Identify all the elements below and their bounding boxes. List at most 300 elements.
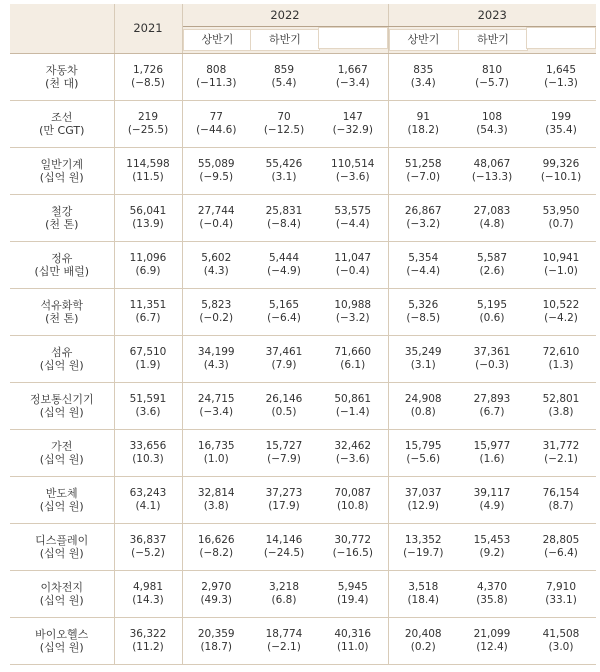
- value-change-rate: (10.8): [336, 500, 369, 512]
- value-cell: [526, 618, 596, 665]
- value-change-rate: (6.7): [479, 406, 505, 418]
- row-category-unit: (천 대): [45, 77, 79, 90]
- value-amount: 27,744: [197, 205, 235, 217]
- value-amount: 5,326: [408, 299, 439, 311]
- value-amount: 3,518: [408, 581, 439, 593]
- value-amount: 859: [273, 64, 295, 76]
- table-body: [10, 54, 596, 665]
- production-table-container: [10, 4, 596, 665]
- value-change-rate: (4.9): [479, 500, 505, 512]
- value-amount: 39,117: [473, 487, 511, 499]
- value-cell: [458, 524, 526, 571]
- value-change-rate: (−0.3): [475, 359, 509, 371]
- table-row: [10, 336, 596, 383]
- value-cell: [388, 148, 458, 195]
- value-amount: 1,667: [337, 64, 368, 76]
- value-amount: 13,352: [404, 534, 442, 546]
- value-amount: 18,774: [265, 628, 303, 640]
- value-amount: 1,645: [545, 64, 577, 76]
- value-change-rate: (−3.6): [335, 171, 370, 183]
- value-amount: 21,099: [473, 628, 511, 640]
- value-amount: 15,795: [404, 440, 442, 452]
- header-2022-h1-label: 상반기: [183, 29, 253, 51]
- value-amount: 36,322: [129, 628, 167, 640]
- value-cell: [458, 430, 526, 477]
- row-category-unit: (십억 원): [39, 547, 84, 560]
- value-amount: 15,977: [473, 440, 511, 452]
- value-change-rate: (−11.3): [196, 77, 237, 89]
- value-cell: [318, 54, 388, 101]
- value-change-rate: (10.3): [132, 453, 164, 465]
- value-amount: 16,626: [197, 534, 235, 546]
- row-category-name: 정유: [51, 252, 73, 265]
- production-table: [10, 4, 596, 665]
- value-cell: [250, 242, 318, 289]
- table-row: [10, 618, 596, 665]
- value-cell: [182, 195, 250, 242]
- value-cell: [318, 618, 388, 665]
- value-amount: 10,988: [334, 299, 372, 311]
- value-change-rate: (3.8): [203, 500, 229, 512]
- value-change-rate: (0.7): [548, 218, 574, 230]
- row-category-cell: [10, 195, 114, 242]
- value-change-rate: (−1.3): [544, 77, 578, 89]
- value-amount: 11,096: [129, 252, 167, 264]
- value-change-rate: (18.2): [407, 124, 440, 136]
- value-change-rate: (−2.1): [267, 641, 301, 653]
- value-cell: [388, 54, 458, 101]
- row-category-cell: [10, 101, 114, 148]
- value-amount: 114,598: [126, 158, 170, 170]
- value-amount: 20,408: [404, 628, 442, 640]
- value-amount: 147: [342, 111, 363, 123]
- value-cell: [114, 242, 182, 289]
- value-change-rate: (−13.3): [471, 171, 513, 183]
- value-cell: [458, 101, 526, 148]
- value-cell: [182, 148, 250, 195]
- value-amount: 91: [416, 111, 430, 123]
- value-cell: [388, 383, 458, 430]
- value-cell: [114, 148, 182, 195]
- value-cell: [250, 195, 318, 242]
- value-change-rate: (−9.5): [199, 171, 234, 183]
- value-cell: [182, 336, 250, 383]
- value-change-rate: (1.6): [479, 453, 505, 465]
- value-cell: [458, 242, 526, 289]
- value-amount: 40,316: [334, 628, 372, 640]
- value-amount: 41,508: [542, 628, 580, 640]
- value-amount: 11,351: [129, 299, 167, 311]
- value-amount: 63,243: [129, 487, 167, 499]
- value-change-rate: (−6.4): [267, 312, 301, 324]
- table-row: [10, 289, 596, 336]
- value-change-rate: (−8.5): [131, 77, 165, 89]
- value-change-rate: (−3.6): [335, 453, 370, 465]
- row-category-name: 일반기계: [40, 158, 83, 171]
- header-2022-total-box: [318, 27, 388, 49]
- header-year-2023: 2023: [388, 4, 596, 27]
- value-amount: 71,660: [334, 346, 372, 358]
- table-row: [10, 101, 596, 148]
- value-cell: [318, 195, 388, 242]
- value-change-rate: (0.2): [410, 641, 436, 653]
- value-cell: [318, 430, 388, 477]
- table-row: [10, 148, 596, 195]
- value-cell: [526, 477, 596, 524]
- table-row: [10, 242, 596, 289]
- value-change-rate: (7.9): [271, 359, 297, 371]
- value-amount: 5,444: [268, 252, 300, 264]
- header-2022-h1-cell: [182, 27, 250, 54]
- value-amount: 36,837: [129, 534, 167, 546]
- value-amount: 7,910: [545, 581, 577, 593]
- header-year-2022: 2022: [182, 4, 388, 27]
- value-change-rate: (18.7): [200, 641, 233, 653]
- value-cell: [458, 618, 526, 665]
- value-cell: [250, 430, 318, 477]
- header-2022-h2-cell: [250, 27, 318, 54]
- value-amount: 24,908: [404, 393, 442, 405]
- value-cell: [182, 242, 250, 289]
- value-change-rate: (3.1): [271, 171, 297, 183]
- header-year-row: [10, 4, 596, 27]
- value-cell: [526, 289, 596, 336]
- value-amount: 14,146: [265, 534, 303, 546]
- value-change-rate: (−7.0): [406, 171, 441, 183]
- value-amount: 72,610: [542, 346, 580, 358]
- value-amount: 27,893: [473, 393, 511, 405]
- row-category-unit: (십억 원): [39, 641, 84, 654]
- value-cell: [250, 101, 318, 148]
- header-2022-total-cell: [318, 27, 388, 54]
- value-amount: 810: [481, 64, 503, 76]
- value-change-rate: (9.2): [479, 547, 505, 559]
- value-change-rate: (17.9): [268, 500, 300, 512]
- row-category-cell: [10, 430, 114, 477]
- value-change-rate: (−4.2): [544, 312, 578, 324]
- value-cell: [250, 336, 318, 383]
- value-amount: 5,354: [408, 252, 439, 264]
- value-cell: [526, 101, 596, 148]
- value-change-rate: (−24.5): [263, 547, 305, 559]
- value-change-rate: (−0.4): [199, 218, 234, 230]
- value-cell: [318, 289, 388, 336]
- value-change-rate: (11.2): [132, 641, 164, 653]
- value-amount: 1,726: [132, 64, 164, 76]
- header-corner-cell: [10, 4, 114, 54]
- value-change-rate: (11.5): [132, 171, 164, 183]
- value-amount: 34,199: [197, 346, 235, 358]
- value-cell: [250, 54, 318, 101]
- value-change-rate: (6.1): [340, 359, 366, 371]
- value-cell: [318, 477, 388, 524]
- value-cell: [318, 383, 388, 430]
- value-amount: 5,945: [337, 581, 368, 593]
- value-change-rate: (−8.2): [199, 547, 234, 559]
- value-cell: [250, 571, 318, 618]
- row-category-cell: [10, 242, 114, 289]
- value-amount: 48,067: [473, 158, 511, 170]
- value-cell: [182, 54, 250, 101]
- header-2023-h1-cell: [388, 27, 458, 54]
- row-category-cell: [10, 148, 114, 195]
- value-amount: 2,970: [201, 581, 232, 593]
- row-category-name: 석유화학: [40, 299, 83, 312]
- row-category-name: 섬유: [51, 346, 73, 359]
- value-amount: 56,041: [129, 205, 167, 217]
- value-change-rate: (−5.7): [475, 77, 509, 89]
- value-cell: [114, 571, 182, 618]
- value-change-rate: (−32.9): [332, 124, 373, 136]
- value-amount: 51,258: [404, 158, 442, 170]
- value-amount: 52,801: [542, 393, 580, 405]
- row-category-name: 디스플레이: [35, 534, 89, 547]
- table-row: [10, 477, 596, 524]
- row-category-cell: [10, 336, 114, 383]
- value-cell: [114, 101, 182, 148]
- value-cell: [526, 54, 596, 101]
- value-change-rate: (−44.6): [196, 124, 237, 136]
- header-2023-h2-label: 하반기: [458, 29, 528, 51]
- value-change-rate: (−3.2): [406, 218, 441, 230]
- value-cell: [182, 477, 250, 524]
- value-cell: [526, 195, 596, 242]
- table-row: [10, 383, 596, 430]
- value-change-rate: (−1.4): [335, 406, 370, 418]
- value-amount: 53,575: [334, 205, 372, 217]
- row-category-unit: (십억 원): [39, 500, 84, 513]
- header-year-2021: 2021: [114, 4, 182, 54]
- value-amount: 3,218: [268, 581, 300, 593]
- value-amount: 67,510: [129, 346, 167, 358]
- row-category-unit: (천 톤): [45, 312, 79, 325]
- value-amount: 55,426: [265, 158, 303, 170]
- value-change-rate: (11.0): [336, 641, 369, 653]
- row-category-unit: (십억 원): [39, 171, 84, 184]
- row-category-name: 철강: [51, 205, 73, 218]
- value-amount: 70,087: [334, 487, 372, 499]
- value-change-rate: (33.1): [545, 594, 577, 606]
- value-cell: [250, 289, 318, 336]
- value-change-rate: (−4.9): [267, 265, 301, 277]
- value-change-rate: (4.1): [135, 500, 161, 512]
- value-change-rate: (0.8): [410, 406, 436, 418]
- value-cell: [388, 336, 458, 383]
- value-amount: 37,273: [265, 487, 303, 499]
- value-change-rate: (−2.1): [544, 453, 578, 465]
- value-cell: [182, 430, 250, 477]
- value-cell: [458, 54, 526, 101]
- value-change-rate: (4.3): [203, 359, 229, 371]
- row-category-name: 정보통신기기: [29, 393, 94, 406]
- row-category-name: 조선: [51, 111, 73, 124]
- value-change-rate: (1.0): [203, 453, 229, 465]
- value-cell: [388, 618, 458, 665]
- value-change-rate: (−7.9): [267, 453, 301, 465]
- value-amount: 108: [481, 111, 503, 123]
- value-cell: [388, 101, 458, 148]
- value-change-rate: (−19.7): [403, 547, 444, 559]
- value-cell: [458, 571, 526, 618]
- row-category-cell: [10, 289, 114, 336]
- row-category-unit: (만 CGT): [39, 124, 85, 137]
- table-row: [10, 571, 596, 618]
- value-amount: 4,981: [132, 581, 164, 593]
- value-cell: [250, 148, 318, 195]
- value-cell: [318, 524, 388, 571]
- value-cell: [318, 101, 388, 148]
- value-amount: 16,735: [197, 440, 235, 452]
- value-amount: 99,326: [542, 158, 580, 170]
- value-cell: [388, 430, 458, 477]
- value-cell: [458, 289, 526, 336]
- value-cell: [114, 195, 182, 242]
- value-cell: [114, 477, 182, 524]
- value-change-rate: (54.3): [476, 124, 508, 136]
- value-cell: [182, 524, 250, 571]
- value-change-rate: (3.8): [548, 406, 574, 418]
- value-change-rate: (−6.4): [544, 547, 578, 559]
- value-amount: 5,823: [201, 299, 232, 311]
- value-change-rate: (−25.5): [127, 124, 169, 136]
- value-cell: [182, 383, 250, 430]
- value-amount: 37,461: [265, 346, 303, 358]
- value-cell: [526, 383, 596, 430]
- row-category-name: 바이오헬스: [35, 628, 89, 641]
- value-amount: 219: [137, 111, 159, 123]
- value-cell: [250, 524, 318, 571]
- value-cell: [388, 524, 458, 571]
- value-cell: [458, 148, 526, 195]
- value-amount: 32,462: [334, 440, 372, 452]
- value-change-rate: (3.6): [135, 406, 161, 418]
- row-category-cell: [10, 54, 114, 101]
- value-change-rate: (35.8): [476, 594, 508, 606]
- value-amount: 24,715: [197, 393, 235, 405]
- value-change-rate: (14.3): [132, 594, 164, 606]
- value-amount: 5,587: [476, 252, 508, 264]
- value-amount: 70: [277, 111, 291, 123]
- value-amount: 53,950: [542, 205, 580, 217]
- value-change-rate: (−8.4): [267, 218, 301, 230]
- value-cell: [388, 571, 458, 618]
- value-change-rate: (−10.1): [540, 171, 582, 183]
- value-cell: [526, 430, 596, 477]
- value-cell: [182, 571, 250, 618]
- value-amount: 20,359: [197, 628, 235, 640]
- value-change-rate: (4.8): [479, 218, 505, 230]
- value-change-rate: (−5.6): [406, 453, 441, 465]
- value-change-rate: (−0.4): [335, 265, 370, 277]
- value-change-rate: (5.4): [271, 77, 297, 89]
- value-amount: 5,195: [476, 299, 508, 311]
- value-cell: [388, 195, 458, 242]
- value-amount: 50,861: [334, 393, 372, 405]
- header-2022-h2-label: 하반기: [250, 29, 320, 51]
- value-amount: 28,805: [542, 534, 580, 546]
- value-cell: [388, 289, 458, 336]
- value-cell: [250, 383, 318, 430]
- value-amount: 26,146: [265, 393, 303, 405]
- value-cell: [114, 524, 182, 571]
- header-2023-h2-cell: [458, 27, 526, 54]
- row-category-cell: [10, 618, 114, 665]
- value-change-rate: (3.0): [548, 641, 574, 653]
- value-change-rate: (19.4): [336, 594, 369, 606]
- table-row: [10, 524, 596, 571]
- value-change-rate: (13.9): [132, 218, 164, 230]
- value-cell: [388, 477, 458, 524]
- row-category-name: 이차전지: [40, 581, 83, 594]
- value-change-rate: (−4.4): [335, 218, 370, 230]
- table-row: [10, 195, 596, 242]
- value-amount: 11,047: [334, 252, 372, 264]
- row-category-cell: [10, 383, 114, 430]
- value-cell: [526, 242, 596, 289]
- row-category-cell: [10, 571, 114, 618]
- row-category-unit: (십만 배럴): [34, 265, 90, 278]
- value-amount: 37,037: [404, 487, 442, 499]
- value-amount: 110,514: [331, 158, 375, 170]
- value-change-rate: (2.6): [479, 265, 505, 277]
- table-row: [10, 430, 596, 477]
- value-cell: [114, 336, 182, 383]
- value-change-rate: (−8.5): [406, 312, 441, 324]
- value-cell: [114, 430, 182, 477]
- value-change-rate: (6.9): [135, 265, 161, 277]
- value-change-rate: (−12.5): [263, 124, 305, 136]
- value-cell: [458, 195, 526, 242]
- value-amount: 31,772: [542, 440, 580, 452]
- value-amount: 26,867: [404, 205, 442, 217]
- value-amount: 10,522: [542, 299, 580, 311]
- value-amount: 77: [209, 111, 223, 123]
- value-cell: [318, 148, 388, 195]
- value-amount: 76,154: [542, 487, 580, 499]
- value-cell: [458, 477, 526, 524]
- header-2023-total-box: [526, 27, 596, 49]
- value-change-rate: (−16.5): [332, 547, 373, 559]
- row-category-cell: [10, 524, 114, 571]
- value-cell: [318, 571, 388, 618]
- value-change-rate: (1.3): [548, 359, 574, 371]
- value-amount: 4,370: [476, 581, 508, 593]
- header-2023-h1-label: 상반기: [389, 29, 459, 51]
- value-cell: [250, 477, 318, 524]
- row-category-unit: (천 톤): [45, 218, 79, 231]
- value-change-rate: (12.4): [476, 641, 508, 653]
- value-cell: [182, 101, 250, 148]
- value-cell: [318, 242, 388, 289]
- value-cell: [114, 289, 182, 336]
- value-amount: 835: [413, 64, 434, 76]
- value-amount: 199: [550, 111, 572, 123]
- value-cell: [250, 618, 318, 665]
- value-change-rate: (6.7): [135, 312, 161, 324]
- row-category-unit: (십억 원): [39, 406, 84, 419]
- header-2023-total-cell: [526, 27, 596, 54]
- value-cell: [526, 336, 596, 383]
- value-cell: [526, 148, 596, 195]
- value-cell: [458, 336, 526, 383]
- value-amount: 25,831: [265, 205, 303, 217]
- value-amount: 10,941: [542, 252, 580, 264]
- value-cell: [458, 383, 526, 430]
- value-amount: 37,361: [473, 346, 511, 358]
- value-change-rate: (4.3): [203, 265, 229, 277]
- value-change-rate: (−3.4): [335, 77, 370, 89]
- value-change-rate: (0.6): [479, 312, 505, 324]
